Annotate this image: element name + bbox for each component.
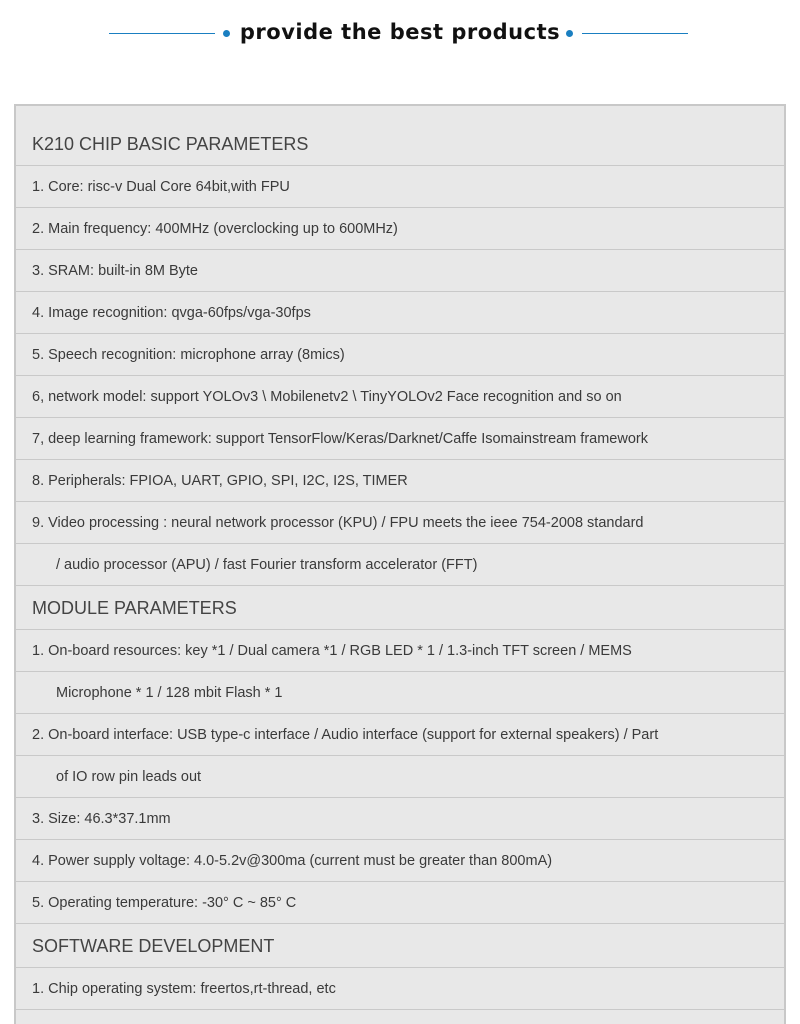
banner-title: provide the best products bbox=[239, 20, 561, 44]
list-item: 1. Chip operating system: freertos,rt-thread, etc bbox=[16, 968, 784, 1010]
banner-right-line bbox=[582, 33, 688, 34]
list-item: 7, deep learning framework: support TensorFlow/Keras/Darknet/Caffe Isomainstream framework bbox=[16, 418, 784, 460]
banner bbox=[0, 0, 800, 72]
list-item: 8. Peripherals: FPIOA, UART, GPIO, SPI, I2C, I2S, TIMER bbox=[16, 460, 784, 502]
list-item: 5. Operating temperature: -30° C ~ 85° C bbox=[16, 882, 784, 924]
parameters-panel bbox=[14, 104, 786, 1024]
list-item: 1. Core: risc-v Dual Core 64bit,with FPU bbox=[16, 166, 784, 208]
list-item: 4. Image recognition: qvga-60fps/vga-30fps bbox=[16, 292, 784, 334]
section-header-software: SOFTWARE DEVELOPMENT bbox=[16, 924, 784, 968]
parameters-list bbox=[16, 122, 784, 1010]
list-item: 1. On-board resources: key *1 / Dual camera *1 / RGB LED * 1 / 1.3-inch TFT screen / MEMS bbox=[16, 630, 784, 672]
list-item: 4. Power supply voltage: 4.0-5.2v@300ma (current must be greater than 800mA) bbox=[16, 840, 784, 882]
section-header-module: MODULE PARAMETERS bbox=[16, 586, 784, 630]
list-item-continuation: / audio processor (APU) / fast Fourier transform accelerator (FFT) bbox=[16, 544, 784, 586]
list-item-continuation: Microphone * 1 / 128 mbit Flash * 1 bbox=[16, 672, 784, 714]
list-item: 3. SRAM: built-in 8M Byte bbox=[16, 250, 784, 292]
list-item: 3. Size: 46.3*37.1mm bbox=[16, 798, 784, 840]
list-item: 6, network model: support YOLOv3 \ Mobilenetv2 \ TinyYOLOv2 Face recognition and so on bbox=[16, 376, 784, 418]
section-header-chip: K210 CHIP BASIC PARAMETERS bbox=[16, 122, 784, 166]
list-item: 2. Main frequency: 400MHz (overclocking up to 600MHz) bbox=[16, 208, 784, 250]
list-item-continuation: of IO row pin leads out bbox=[16, 756, 784, 798]
list-item: 2. On-board interface: USB type-c interface / Audio interface (support for external speakers) / Part bbox=[16, 714, 784, 756]
banner-right-dot-icon bbox=[566, 30, 573, 37]
list-item: 9. Video processing : neural network processor (KPU) / FPU meets the ieee 754-2008 standard bbox=[16, 502, 784, 544]
list-item: 5. Speech recognition: microphone array (8mics) bbox=[16, 334, 784, 376]
